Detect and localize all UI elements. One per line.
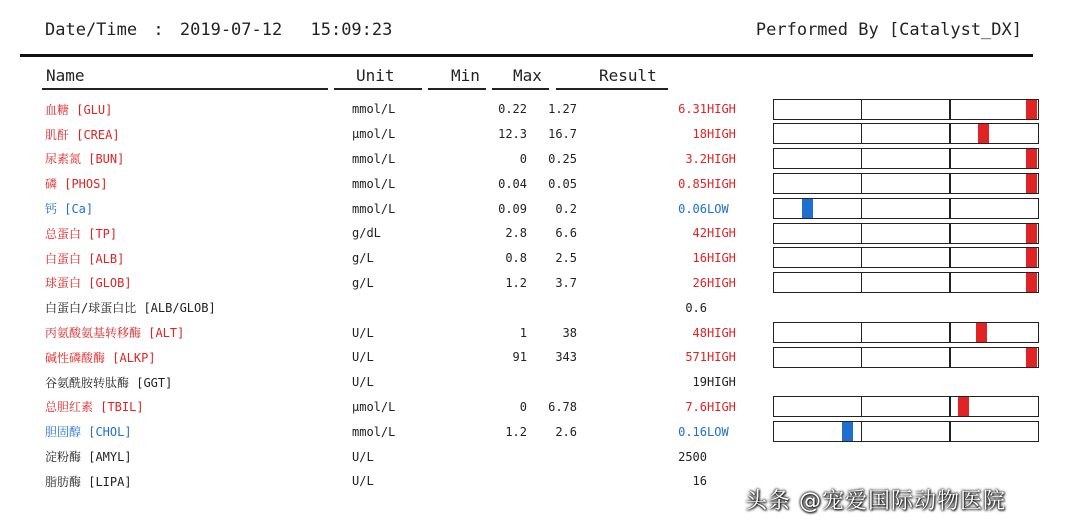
range-divider: [949, 348, 951, 367]
test-name: 总胆红素 [TBIL]: [45, 400, 144, 415]
result-marker: [1026, 149, 1037, 168]
test-flag: HIGH: [707, 251, 736, 266]
test-unit: [340, 295, 435, 320]
test-min: 0: [519, 399, 527, 414]
test-min: 0: [519, 151, 527, 166]
test-result: 6.31: [678, 102, 707, 117]
range-divider: [949, 199, 951, 218]
test-result: 571: [685, 350, 707, 365]
unit-text: μmol/L: [352, 127, 396, 142]
range-divider: [861, 149, 863, 168]
range-divider: [949, 149, 951, 168]
range-divider: [861, 323, 863, 342]
test-name: 钙 [Ca]: [45, 202, 94, 217]
test-max: 16.7: [548, 127, 577, 142]
test-result: 0.06: [678, 201, 707, 216]
result-marker: [1026, 224, 1037, 243]
range-divider: [861, 397, 863, 416]
test-result: 0.85: [678, 176, 707, 191]
test-flag: LOW: [707, 201, 729, 216]
result-marker: [802, 199, 813, 218]
test-min: 12.3: [498, 127, 527, 142]
test-flag: HIGH: [707, 176, 736, 191]
column-underline-unit: [334, 88, 422, 90]
test-result: 16: [692, 251, 707, 266]
unit-text: mmol/L: [352, 151, 396, 166]
test-result: 18: [692, 127, 707, 142]
test-name: 球蛋白 [GLOB]: [45, 276, 132, 291]
test-max: 343: [555, 350, 577, 365]
table-row: [45, 469, 787, 494]
column-header-unit: Unit: [356, 66, 395, 85]
test-unit: [340, 147, 435, 172]
range-divider: [949, 422, 951, 441]
unit-text: U/L: [352, 350, 374, 365]
test-result: 26: [692, 275, 707, 290]
range-divider: [861, 174, 863, 193]
column-underline-min: [428, 88, 486, 90]
unit-text: g/dL: [352, 226, 381, 241]
test-min: [435, 295, 527, 320]
test-min: 0.22: [498, 102, 527, 117]
test-unit: [340, 395, 435, 420]
test-unit: [340, 469, 435, 494]
header-divider: [20, 54, 1033, 57]
range-divider: [861, 124, 863, 143]
test-unit: [340, 171, 435, 196]
test-flag: HIGH: [707, 350, 736, 365]
test-flag: HIGH: [707, 226, 736, 241]
table-row: [45, 395, 787, 420]
test-flag: [707, 295, 787, 320]
test-max: 2.6: [555, 424, 577, 439]
test-name: 脂肪酶 [LIPA]: [45, 474, 132, 489]
test-min: [435, 370, 527, 395]
test-max: [527, 469, 577, 494]
date-separator: :: [153, 20, 164, 40]
result-marker: [958, 397, 969, 416]
test-name: 白蛋白 [ALB]: [45, 251, 125, 266]
test-result: 42: [692, 226, 707, 241]
unit-text: U/L: [352, 474, 374, 489]
test-min: 91: [512, 350, 527, 365]
test-min: 1.2: [505, 275, 527, 290]
range-bar: [773, 322, 1039, 343]
result-marker: [976, 323, 987, 342]
result-marker: [1026, 100, 1037, 119]
test-flag: HIGH: [707, 102, 736, 117]
test-max: [527, 370, 577, 395]
table-row: [45, 97, 787, 122]
test-flag: HIGH: [707, 399, 736, 414]
range-divider: [861, 100, 863, 119]
test-max: 6.78: [548, 399, 577, 414]
unit-text: g/L: [352, 275, 374, 290]
range-bar: [773, 148, 1039, 169]
result-marker: [1026, 348, 1037, 367]
range-bar: [773, 173, 1039, 194]
test-result: 0.6: [685, 300, 707, 315]
test-max: 38: [562, 325, 577, 340]
table-row: [45, 419, 787, 444]
table-row: [45, 295, 787, 320]
range-divider: [861, 422, 863, 441]
test-flag: HIGH: [707, 127, 736, 142]
test-result: 3.2: [685, 151, 707, 166]
table-row: [45, 320, 787, 345]
test-unit: [340, 320, 435, 345]
test-unit: [340, 221, 435, 246]
test-min: 0.04: [498, 176, 527, 191]
test-name: 磷 [PHOS]: [45, 177, 108, 192]
results-table: [45, 97, 787, 494]
test-flag: HIGH: [707, 325, 736, 340]
test-result: 48: [692, 325, 707, 340]
test-unit: [340, 122, 435, 147]
test-flag: LOW: [707, 424, 729, 439]
test-name: 血糖 [GLU]: [45, 102, 113, 117]
test-max: [527, 295, 577, 320]
result-marker: [978, 124, 989, 143]
table-row: [45, 196, 787, 221]
test-name: 白蛋白/球蛋白比 [ALB/GLOB]: [45, 301, 216, 316]
test-name: 尿素氮 [BUN]: [45, 152, 125, 167]
test-min: 1: [519, 325, 527, 340]
test-name: 谷氨酰胺转肽酶 [GGT]: [45, 375, 173, 390]
table-row: [45, 122, 787, 147]
range-bar: [773, 123, 1039, 144]
table-row: [45, 221, 787, 246]
test-unit: [340, 345, 435, 370]
test-min: 0.09: [498, 201, 527, 216]
test-min: 0.8: [505, 251, 527, 266]
test-name: 丙氨酸氨基转移酶 [ALT]: [45, 326, 185, 341]
test-min: [435, 469, 527, 494]
test-min: 1.2: [505, 424, 527, 439]
test-name: 肌酐 [CREA]: [45, 127, 120, 142]
range-bar: [773, 396, 1039, 417]
unit-text: mmol/L: [352, 201, 396, 216]
table-row: [45, 370, 787, 395]
table-row: [45, 345, 787, 370]
result-marker: [1026, 248, 1037, 267]
performed-by: Performed By [Catalyst_DX]: [755, 20, 1022, 40]
column-underline-max: [492, 88, 549, 90]
range-divider: [949, 100, 951, 119]
table-row: [45, 444, 787, 469]
test-max: [527, 444, 577, 469]
test-unit: [340, 246, 435, 271]
unit-text: U/L: [352, 449, 374, 464]
result-marker: [1026, 174, 1037, 193]
test-max: 6.6: [555, 226, 577, 241]
column-header-name: Name: [46, 66, 85, 85]
range-divider: [861, 273, 863, 292]
range-bar: [773, 247, 1039, 268]
watermark: 头条 @宠爱国际动物医院: [745, 489, 1006, 514]
result-marker: [1026, 273, 1037, 292]
column-underline-name: [42, 88, 328, 90]
unit-text: mmol/L: [352, 102, 396, 117]
test-result: 16: [692, 474, 707, 489]
test-result: 7.6: [685, 399, 707, 414]
test-name: 淀粉酶 [AMYL]: [45, 450, 132, 465]
range-divider: [949, 323, 951, 342]
range-divider: [949, 248, 951, 267]
test-unit: [340, 97, 435, 122]
test-unit: [340, 370, 435, 395]
column-underline-result: [556, 88, 668, 90]
range-divider: [949, 124, 951, 143]
test-name: 总蛋白 [TP]: [45, 226, 118, 241]
unit-text: mmol/L: [352, 176, 396, 191]
report-date: 2019-07-12: [179, 20, 283, 40]
test-flag: HIGH: [707, 375, 736, 390]
range-divider: [949, 397, 951, 416]
result-marker: [842, 422, 853, 441]
unit-text: U/L: [352, 375, 374, 390]
table-row: [45, 171, 787, 196]
range-bar: [773, 223, 1039, 244]
unit-text: mmol/L: [352, 424, 396, 439]
test-unit: [340, 196, 435, 221]
range-divider: [949, 273, 951, 292]
test-unit: [340, 271, 435, 296]
test-flag: [707, 444, 787, 469]
range-bar: [773, 272, 1039, 293]
test-max: 0.2: [555, 201, 577, 216]
range-divider: [861, 248, 863, 267]
test-flag: HIGH: [707, 151, 736, 166]
test-min: [435, 444, 527, 469]
test-unit: [340, 444, 435, 469]
test-result: 0.16: [678, 424, 707, 439]
date-label: Date/Time: [45, 20, 138, 40]
range-divider: [861, 199, 863, 218]
range-divider: [861, 348, 863, 367]
range-bar: [773, 198, 1039, 219]
table-row: [45, 246, 787, 271]
column-header-min: Min: [451, 66, 480, 85]
test-name: 胆固醇 [CHOL]: [45, 425, 132, 440]
table-row: [45, 271, 787, 296]
test-flag: HIGH: [707, 275, 736, 290]
column-header-max: Max: [513, 66, 542, 85]
unit-text: U/L: [352, 325, 374, 340]
range-divider: [861, 224, 863, 243]
report-datetime: [45, 20, 392, 40]
test-result: 19: [692, 375, 707, 390]
unit-text: μmol/L: [352, 399, 396, 414]
test-max: 0.25: [548, 151, 577, 166]
test-result: 2500: [678, 449, 707, 464]
range-bar: [773, 99, 1039, 120]
test-unit: [340, 419, 435, 444]
test-name: 碱性磷酸酶 [ALKP]: [45, 350, 156, 365]
range-divider: [949, 174, 951, 193]
range-bar: [773, 347, 1039, 368]
test-max: 0.05: [548, 176, 577, 191]
range-bar: [773, 421, 1039, 442]
table-row: [45, 147, 787, 172]
test-min: 2.8: [505, 226, 527, 241]
column-header-result: Result: [599, 66, 657, 85]
test-max: 1.27: [548, 102, 577, 117]
unit-text: g/L: [352, 251, 374, 266]
range-divider: [949, 224, 951, 243]
test-max: 3.7: [555, 275, 577, 290]
report-time: 15:09:23: [310, 20, 393, 40]
test-max: 2.5: [555, 251, 577, 266]
